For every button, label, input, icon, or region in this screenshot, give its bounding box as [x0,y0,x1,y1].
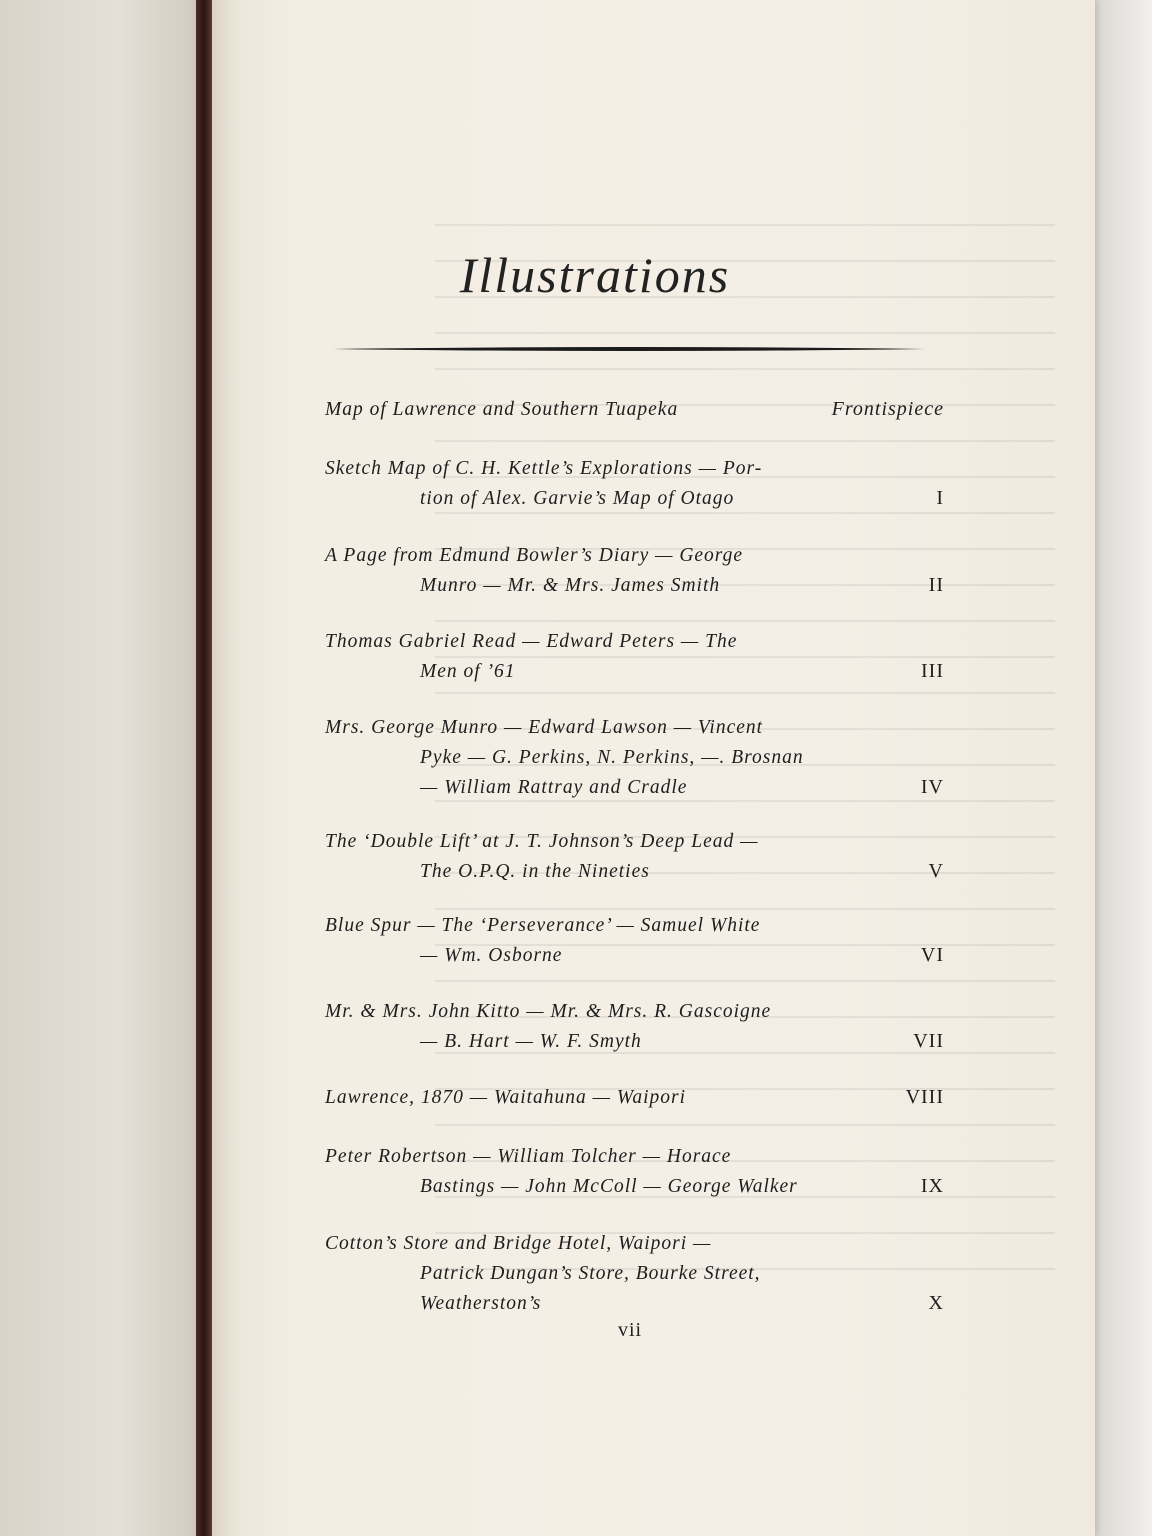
plate-number: I [936,487,944,509]
plate-number: IX [920,1175,944,1197]
left-page [0,0,215,1536]
page-title: Illustrations [459,247,731,303]
plate-number: VI [920,944,944,966]
title-rule [333,346,925,352]
entry-line: Peter Robertson — William Tolcher — Horace [325,1146,732,1167]
entry-line: Lawrence, 1870 — Waitahuna — Waipori [325,1087,687,1108]
entry-line: Weatherston’s [420,1293,542,1314]
entry-line: Bastings — John McColl — George Walker [420,1176,798,1197]
plate-number: IV [920,776,944,798]
plate-number: Frontispiece [831,398,944,420]
entry-line: Blue Spur — The ‘Perseverance’ — Samuel White [325,915,761,936]
entry-line: Map of Lawrence and Southern Tuapeka [325,399,679,420]
plate-number: II [928,574,944,596]
entry-line: Men of ’61 [420,661,516,682]
entry-line: — B. Hart — W. F. Smyth [420,1031,642,1052]
entry-line: Pyke — G. Perkins, N. Perkins, —. Brosnan [420,747,804,768]
book-binding [196,0,212,1536]
plate-number: X [928,1292,944,1314]
entry-line: — William Rattray and Cradle [420,777,688,798]
plate-number: III [921,660,944,682]
entry-line: tion of Alex. Garvie’s Map of Otago [420,488,735,509]
entry-line: Cotton’s Store and Bridge Hotel, Waipori — [325,1233,712,1254]
entry-line: — Wm. Osborne [420,945,563,966]
entry-line: A Page from Edmund Bowler’s Diary — George [325,545,744,566]
page-number: vii [617,1319,643,1341]
plate-number: VII [913,1030,944,1052]
plate-number: VIII [905,1086,944,1108]
entry-line: The O.P.Q. in the Nineties [420,861,650,882]
entry-line: The ‘Double Lift’ at J. T. Johnson’s Deep Lead — [325,831,759,852]
entry-line: Mr. & Mrs. John Kitto — Mr. & Mrs. R. Gascoigne [325,1001,772,1022]
entry-line: Thomas Gabriel Read — Edward Peters — The [325,631,738,652]
entry-line: Munro — Mr. & Mrs. James Smith [420,575,721,596]
entry-line: Sketch Map of C. H. Kettle’s Explorations — Por- [325,458,763,479]
entry-line: Patrick Dungan’s Store, Bourke Street, [420,1263,761,1284]
entry-line: Mrs. George Munro — Edward Lawson — Vincent [325,717,764,738]
plate-number: V [928,860,944,882]
